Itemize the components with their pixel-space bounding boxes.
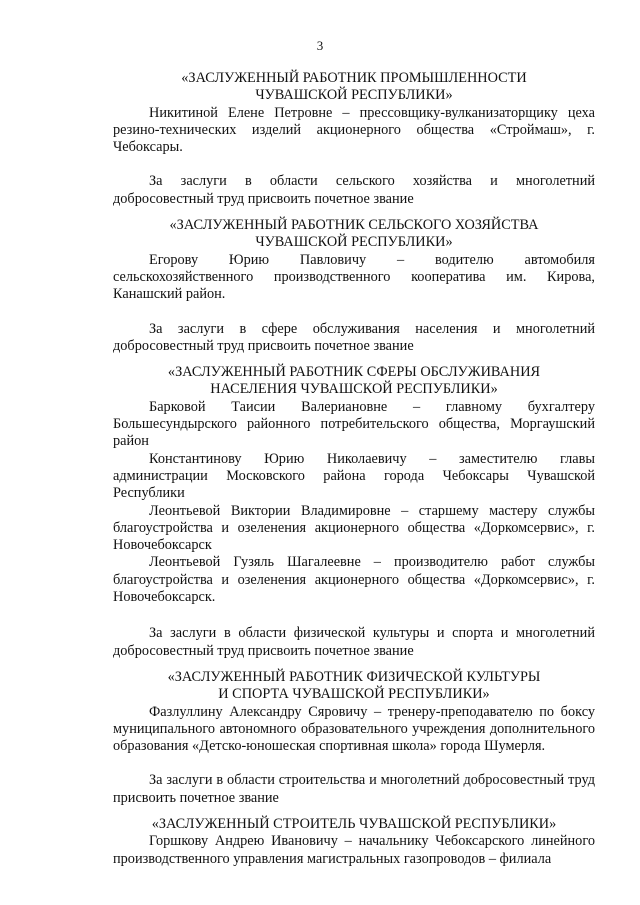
award-title-line: НАСЕЛЕНИЯ ЧУВАШСКОЙ РЕСПУБЛИКИ» bbox=[210, 381, 498, 398]
document-body bbox=[113, 70, 595, 868]
award-title-line: ЧУВАШСКОЙ РЕСПУБЛИКИ» bbox=[255, 234, 453, 251]
award-title bbox=[113, 816, 595, 833]
award-title-line: ЧУВАШСКОЙ РЕСПУБЛИКИ» bbox=[255, 87, 453, 104]
awardee-paragraph: Барковой Таисии Валериановне – главному бухгалтеру Большесундырского районного потребительского общества, Моргаушский район bbox=[113, 398, 595, 450]
awardee-paragraph: Горшкову Андрею Ивановичу – начальнику Чебоксарского линейного производственного управления магистральных газопроводов – филиала bbox=[113, 833, 595, 867]
award-title bbox=[113, 669, 595, 704]
decree-intro: За заслуги в сфере обслуживания населения и многолетний добросовестный труд присвоить почетное звание bbox=[113, 320, 595, 354]
awardee-paragraph: Леонтьевой Гузяль Шагалеевне – производителю работ службы благоустройства и озеленения акционерного общества «Доркомсервис», г. Новочебоксарск. bbox=[113, 554, 595, 606]
award-title bbox=[113, 364, 595, 399]
page-number: 3 bbox=[316, 38, 324, 53]
award-title-line: «ЗАСЛУЖЕННЫЙ РАБОТНИК ФИЗИЧЕСКОЙ КУЛЬТУРЫ bbox=[167, 668, 541, 685]
decree-intro: За заслуги в области строительства и многолетний добросовестный труд присвоить почетное звание bbox=[113, 772, 595, 806]
awardee-paragraph: Фазлуллину Александру Сяровичу – тренеру-преподавателю по боксу муниципального автономного образовательного учреждения дополнительного образования «Детско-юношеская спортивная школа» города Шумерля. bbox=[113, 703, 595, 755]
award-title-line: И СПОРТА ЧУВАШСКОЙ РЕСПУБЛИКИ» bbox=[218, 686, 490, 703]
decree-intro: За заслуги в области сельского хозяйства и многолетний добросовестный труд присвоить почетное звание bbox=[113, 173, 595, 207]
awardee-paragraph: Константинову Юрию Николаевичу – заместителю главы администрации Московского района города Чебоксары Чувашской Республики bbox=[113, 450, 595, 502]
awardee-paragraph: Никитиной Елене Петровне – прессовщику-вулканизаторщику цеха резино-технических изделий акционерного общества «Строймаш», г. Чебоксары. bbox=[113, 104, 595, 156]
award-title-line: «ЗАСЛУЖЕННЫЙ РАБОТНИК ПРОМЫШЛЕННОСТИ bbox=[181, 70, 527, 86]
award-title-line: «ЗАСЛУЖЕННЫЙ РАБОТНИК СЕЛЬСКОГО ХОЗЯЙСТВА bbox=[169, 217, 539, 234]
awardee-paragraph: Егорову Юрию Павловичу – водителю автомобиля сельскохозяйственного производственного кооператива им. Кирова, Канашский район. bbox=[113, 251, 595, 303]
award-title bbox=[113, 70, 595, 105]
awardee-paragraph: Леонтьевой Виктории Владимировне – старшему мастеру службы благоустройства и озеленения акционерного общества «Доркомсервис», г. Новочебоксарск bbox=[113, 502, 595, 554]
decree-intro: За заслуги в области физической культуры и спорта и многолетний добросовестный труд присвоить почетное звание bbox=[113, 625, 595, 659]
award-title bbox=[113, 217, 595, 252]
award-title-line: «ЗАСЛУЖЕННЫЙ РАБОТНИК СФЕРЫ ОБСЛУЖИВАНИЯ bbox=[167, 364, 541, 381]
award-title-line: «ЗАСЛУЖЕННЫЙ СТРОИТЕЛЬ ЧУВАШСКОЙ РЕСПУБЛИКИ» bbox=[151, 815, 557, 832]
